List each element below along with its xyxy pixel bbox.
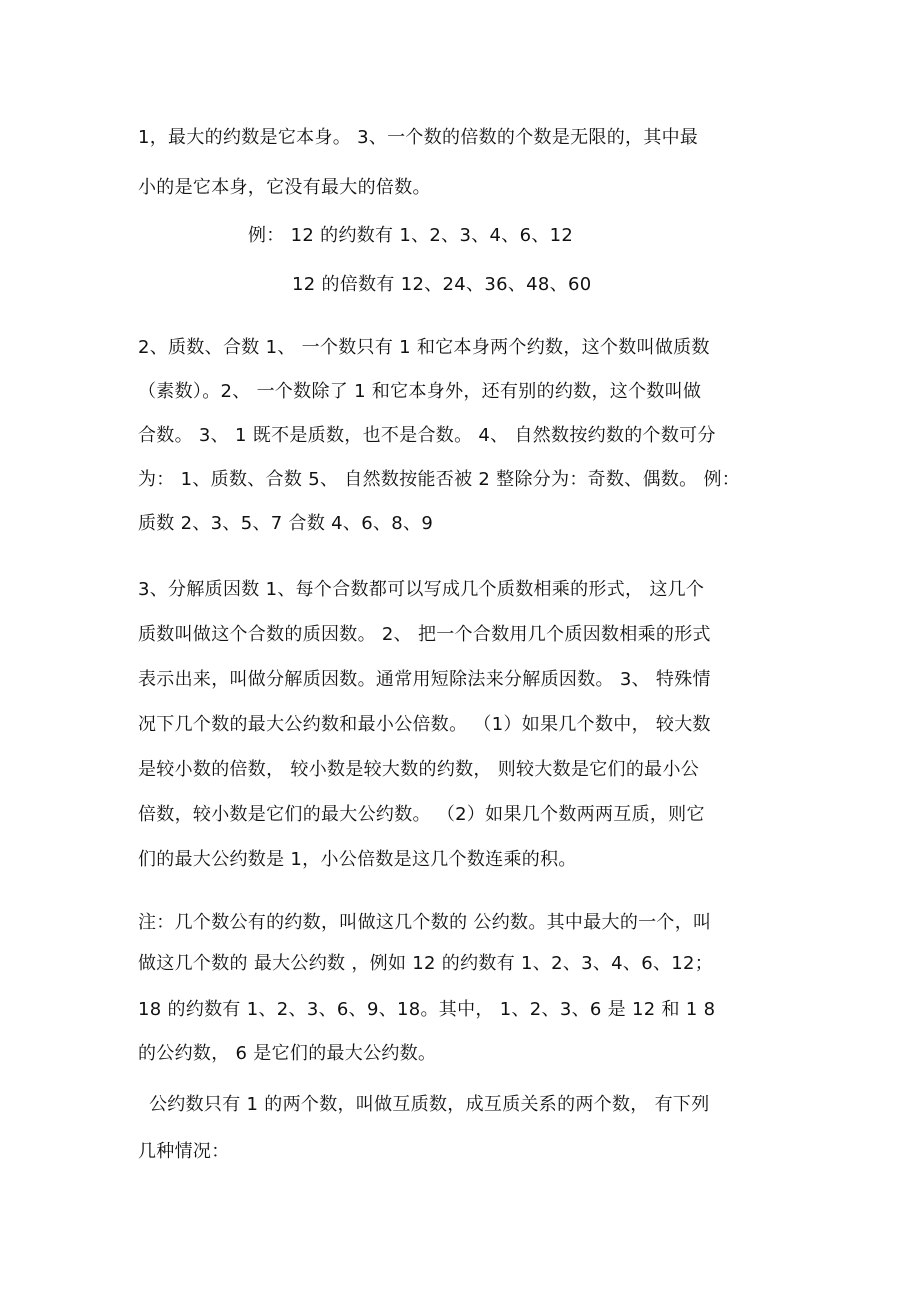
text-line: 12 的倍数有 12、24、36、48、60 — [292, 274, 592, 295]
text-line: 做这几个数的 最大公约数 ，例如 12 的约数有 1、2、3、4、6、12； — [138, 953, 714, 974]
text-line: 况下几个数的最大公约数和最小公倍数。 （1）如果几个数中， 较大数 — [138, 714, 711, 735]
text-line: 是较小数的倍数， 较小数是较大数的约数， 则较大数是它们的最小公 — [138, 759, 700, 780]
text-line: （素数）。2、 一个数除了 1 和它本身外，还有别的约数，这个数叫做 — [138, 381, 702, 402]
text-line: 例： 12 的约数有 1、2、3、4、6、12 — [248, 225, 574, 246]
text-line: 3、分解质因数 1、每个合数都可以写成几个质数相乘的形式， 这几个 — [138, 579, 705, 600]
text-line: 为： 1、质数、合数 5、 自然数按能否被 2 整除分为：奇数、偶数。 例： — [138, 469, 741, 490]
text-line: 们的最大公约数是 1，小公倍数是这几个数连乘的积。 — [138, 849, 577, 870]
text-line: 注：几个数公有的约数，叫做这几个数的 公约数。其中最大的一个，叫 — [138, 912, 712, 933]
text-line: 公约数只有 1 的两个数，叫做互质数，成互质关系的两个数， 有下列 — [149, 1094, 710, 1115]
text-line: 的公约数， 6 是它们的最大公约数。 — [138, 1043, 437, 1064]
text-line: 2、质数、合数 1、 一个数只有 1 和它本身两个约数，这个数叫做质数 — [138, 337, 710, 358]
text-line: 几种情况： — [138, 1141, 230, 1162]
text-line: 18 的约数有 1、2、3、6、9、18。其中， 1、2、3、6 是 12 和 1 8 — [138, 999, 716, 1020]
text-line: 质数 2、3、5、7 合数 4、6、8、9 — [138, 513, 434, 534]
text-line: 质数叫做这个合数的质因数。 2、 把一个合数用几个质因数相乘的形式 — [138, 624, 711, 645]
text-line: 合数。 3、 1 既不是质数，也不是合数。 4、 自然数按约数的个数可分 — [138, 425, 716, 446]
text-line: 倍数，较小数是它们的最大公约数。 （2）如果几个数两两互质，则它 — [138, 804, 705, 825]
text-line: 小的是它本身，它没有最大的倍数。 — [138, 177, 431, 198]
text-line: 表示出来，叫做分解质因数。通常用短除法来分解质因数。 3、 特殊情 — [138, 669, 711, 690]
text-line: 1，最大的约数是它本身。 3、一个数的倍数的个数是无限的，其中最 — [138, 127, 699, 148]
